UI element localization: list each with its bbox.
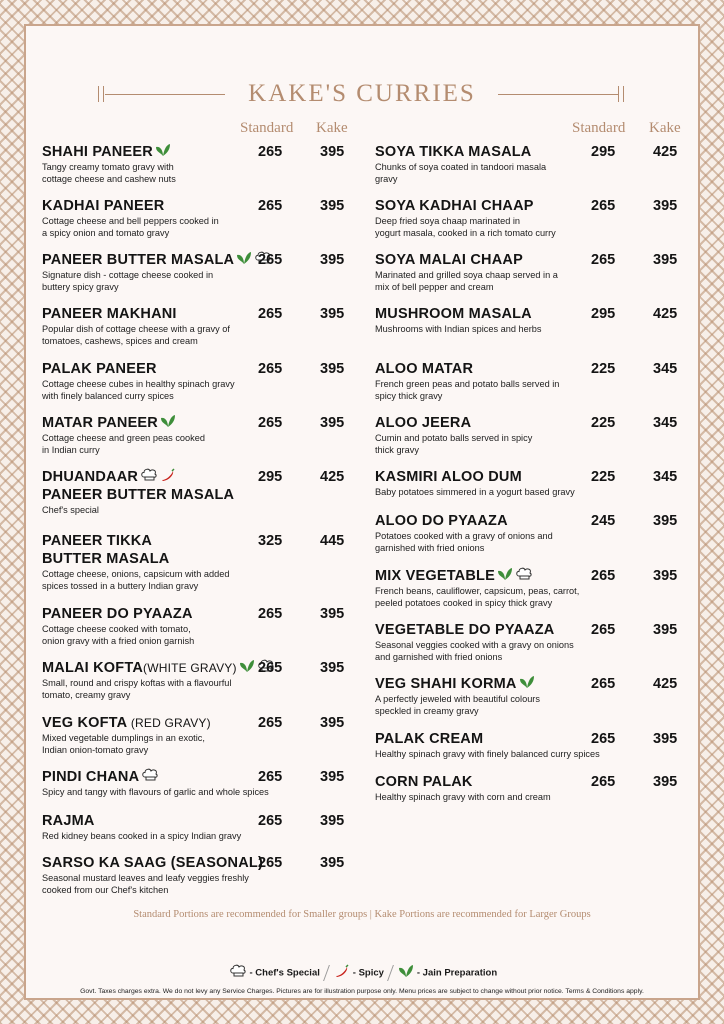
item-description bbox=[375, 433, 711, 456]
legend-jain bbox=[396, 966, 497, 980]
item-description-line: Small, round and crispy koftas with a flavourful bbox=[42, 678, 232, 688]
price-standard: 295 bbox=[591, 306, 616, 322]
item-description-line: Deep fried soya chaap marinated in bbox=[375, 216, 521, 226]
item-name-text: PALAK PANEER bbox=[42, 361, 157, 377]
item-description bbox=[375, 324, 711, 336]
price-standard: 225 bbox=[591, 361, 616, 377]
item-name-text: MALAI KOFTA bbox=[42, 660, 143, 676]
item-description-line: a spicy onion and tomato gravy bbox=[42, 227, 170, 238]
price-kake: 395 bbox=[653, 774, 678, 790]
item-description bbox=[42, 324, 378, 347]
price-kake: 345 bbox=[653, 469, 678, 485]
leaf-icon bbox=[160, 414, 176, 428]
item-name-text: MUSHROOM MASALA bbox=[375, 306, 532, 322]
item-description bbox=[42, 678, 378, 701]
item-name-text: VEG KOFTA bbox=[42, 715, 128, 731]
item-description bbox=[42, 505, 378, 517]
item-name-text: ALOO MATAR bbox=[375, 361, 474, 377]
title-banner bbox=[0, 80, 724, 108]
item-description-line: Mushrooms with Indian spices and herbs bbox=[375, 324, 542, 334]
price-kake: 395 bbox=[320, 252, 345, 268]
item-name-text: PANEER DO PYAAZA bbox=[42, 606, 193, 622]
price-standard: 265 bbox=[591, 198, 616, 214]
item-description-line: Signature dish - cottage cheese cooked in bbox=[42, 270, 214, 280]
item-description-line: onion gravy with a fried onion garnish bbox=[42, 635, 195, 646]
item-description-line: Seasonal veggies cooked with a gravy on onions bbox=[375, 640, 574, 650]
column-header-standard-left: Standard bbox=[240, 120, 294, 136]
price-standard: 265 bbox=[258, 198, 283, 214]
portion-footnote: Standard Portions are recommended for Smaller groups | Kake Portions are recommended for Larger Groups bbox=[133, 909, 591, 920]
item-description bbox=[375, 487, 711, 499]
item-name-text: MATAR PANEER bbox=[42, 415, 158, 431]
price-standard: 265 bbox=[591, 676, 616, 692]
item-description-line: speckled in creamy gravy bbox=[375, 705, 479, 716]
item-name-text: VEG SHAHI KORMA bbox=[375, 676, 517, 692]
item-description-line: gravy bbox=[375, 173, 398, 184]
item-description-line: Baby potatoes simmered in a yogurt based gravy bbox=[375, 487, 575, 497]
legend bbox=[0, 965, 724, 981]
item-name-text: SOYA TIKKA MASALA bbox=[375, 144, 532, 160]
item-description-line: Popular dish of cottage cheese with a gravy of bbox=[42, 324, 230, 334]
leaf-icon bbox=[155, 143, 171, 157]
item-description bbox=[375, 216, 711, 239]
leaf-icon bbox=[236, 251, 252, 265]
price-kake: 395 bbox=[653, 731, 678, 747]
item-description-line: cottage cheese and cashew nuts bbox=[42, 173, 176, 184]
item-name-text: KADHAI PANEER bbox=[42, 198, 165, 214]
legend-chef bbox=[227, 966, 320, 980]
price-kake: 395 bbox=[653, 198, 678, 214]
item-description bbox=[42, 831, 378, 843]
legend-chef-label: - Chef's Special bbox=[249, 967, 320, 979]
item-name-text: DHUANDAAR bbox=[42, 469, 139, 485]
item-description bbox=[42, 162, 378, 185]
price-kake: 395 bbox=[320, 769, 345, 785]
price-standard: 295 bbox=[258, 469, 283, 485]
price-standard: 265 bbox=[258, 769, 283, 785]
price-kake: 395 bbox=[320, 361, 345, 377]
price-kake: 425 bbox=[653, 676, 678, 692]
item-description bbox=[42, 433, 378, 456]
item-name-line2: BUTTER MASALA bbox=[42, 551, 170, 567]
item-name-text: VEGETABLE DO PYAAZA bbox=[375, 622, 555, 638]
item-name-text: ALOO DO PYAAZA bbox=[375, 513, 508, 529]
legend-jain-label: - Jain Preparation bbox=[416, 967, 498, 979]
price-standard: 265 bbox=[258, 715, 283, 731]
item-description-line: Cottage cheese and green peas cooked bbox=[42, 433, 205, 443]
chili-icon bbox=[160, 468, 176, 482]
title-rule-right bbox=[498, 94, 618, 95]
item-name-suffix: (WHITE GRAVY) bbox=[143, 661, 237, 675]
price-kake: 395 bbox=[320, 415, 345, 431]
item-description-line: A perfectly jeweled with beautiful colours bbox=[375, 694, 540, 704]
item-name-text: PANEER TIKKA bbox=[42, 533, 153, 549]
item-description bbox=[375, 792, 711, 804]
item-description-line: Cottage cheese and bell peppers cooked in bbox=[42, 216, 219, 226]
item-description bbox=[375, 270, 711, 293]
item-name-text: PINDI CHANA bbox=[42, 769, 140, 785]
item-description-line: Healthy spinach gravy with corn and cream bbox=[375, 792, 551, 802]
item-name-text: SOYA MALAI CHAAP bbox=[375, 252, 523, 268]
price-kake: 395 bbox=[320, 813, 345, 829]
price-kake: 445 bbox=[320, 533, 345, 549]
item-description-line: Red kidney beans cooked in a spicy Indian gravy bbox=[42, 831, 242, 841]
price-kake: 395 bbox=[653, 568, 678, 584]
price-standard: 225 bbox=[591, 469, 616, 485]
leaf-icon bbox=[519, 675, 535, 689]
item-description-line: in Indian curry bbox=[42, 444, 100, 455]
leaf-icon bbox=[239, 659, 255, 673]
item-description-line: Spicy and tangy with flavours of garlic and whole spices bbox=[42, 787, 269, 797]
price-standard: 265 bbox=[258, 813, 283, 829]
item-description-line: yogurt masala, cooked in a rich tomato curry bbox=[375, 227, 556, 238]
column-header-kake-right: Kake bbox=[649, 120, 681, 136]
item-description-line: spicy thick gravy bbox=[375, 390, 443, 401]
price-standard: 265 bbox=[258, 361, 283, 377]
item-description bbox=[375, 749, 711, 761]
item-description-line: French beans, cauliflower, capsicum, peas, carrot, bbox=[375, 586, 580, 596]
item-description-line: Cottage cheese cooked with tomato, bbox=[42, 624, 191, 634]
item-description-line: Tangy creamy tomato gravy with bbox=[42, 162, 174, 172]
item-name-text: PALAK CREAM bbox=[375, 731, 484, 747]
item-description bbox=[375, 531, 711, 554]
price-standard: 245 bbox=[591, 513, 616, 529]
item-description bbox=[42, 270, 378, 293]
item-name-text: ALOO JEERA bbox=[375, 415, 472, 431]
item-description-line: Cottage cheese cubes in healthy spinach gravy bbox=[42, 379, 235, 389]
item-description-line: buttery spicy gravy bbox=[42, 281, 119, 292]
leaf-icon bbox=[398, 964, 414, 978]
item-description-line: spices tossed in a buttery Indian gravy bbox=[42, 580, 199, 591]
disclaimer: Govt. Taxes charges extra. We do not levy any Service Charges. Pictures are for illustration purpose only. Menu prices are subject to change without prior notice. Terms & Conditions apply. bbox=[80, 988, 644, 995]
item-name-text: MIX VEGETABLE bbox=[375, 568, 495, 584]
legend-separator bbox=[323, 965, 330, 981]
item-description bbox=[42, 873, 378, 896]
price-kake: 395 bbox=[653, 622, 678, 638]
item-description-line: Indian onion-tomato gravy bbox=[42, 744, 149, 755]
price-kake: 345 bbox=[653, 415, 678, 431]
item-description bbox=[375, 694, 711, 717]
price-kake: 395 bbox=[320, 715, 345, 731]
item-description-line: tomatoes, cashews, spices and cream bbox=[42, 335, 198, 346]
item-description-line: Potatoes cooked with a gravy of onions and bbox=[375, 531, 553, 541]
item-name-text: PANEER BUTTER MASALA bbox=[42, 252, 235, 268]
item-description-line: Seasonal mustard leaves and leafy veggies freshly bbox=[42, 873, 249, 883]
item-name-text: SOYA KADHAI CHAAP bbox=[375, 198, 534, 214]
item-description bbox=[42, 216, 378, 239]
price-kake: 395 bbox=[320, 855, 345, 871]
item-description-line: Chef's special bbox=[42, 505, 99, 515]
item-description bbox=[375, 586, 711, 609]
item-description bbox=[42, 569, 378, 592]
item-description-line: tomato, creamy gravy bbox=[42, 689, 131, 700]
price-standard: 265 bbox=[258, 252, 283, 268]
legend-separator bbox=[387, 965, 394, 981]
price-standard: 265 bbox=[258, 306, 283, 322]
price-standard: 265 bbox=[591, 774, 616, 790]
item-description bbox=[375, 162, 711, 185]
item-name-text: CORN PALAK bbox=[375, 774, 473, 790]
chef-hat-icon bbox=[229, 964, 247, 978]
item-description bbox=[42, 379, 378, 402]
chili-icon bbox=[334, 964, 350, 978]
price-standard: 265 bbox=[258, 606, 283, 622]
item-description-line: Cumin and potato balls served in spicy bbox=[375, 433, 533, 443]
price-kake: 395 bbox=[320, 606, 345, 622]
price-kake: 345 bbox=[653, 361, 678, 377]
title-ornament-right bbox=[618, 86, 624, 102]
item-description-line: Marinated and grilled soya chaap served in a bbox=[375, 270, 558, 280]
item-name-text: SARSO KA SAAG (SEASONAL) bbox=[42, 855, 263, 871]
price-standard: 265 bbox=[591, 622, 616, 638]
item-description bbox=[42, 624, 378, 647]
item-name-text: KASMIRI ALOO DUM bbox=[375, 469, 522, 485]
item-name-text: RAJMA bbox=[42, 813, 95, 829]
item-description-line: garnished with fried onions bbox=[375, 542, 485, 553]
price-kake: 395 bbox=[320, 660, 345, 676]
page-title: KAKE'S CURRIES bbox=[248, 80, 476, 107]
price-kake: 395 bbox=[320, 306, 345, 322]
price-standard: 225 bbox=[591, 415, 616, 431]
price-standard: 265 bbox=[591, 731, 616, 747]
price-kake: 395 bbox=[320, 198, 345, 214]
item-description-line: Chunks of soya coated in tandoori masala bbox=[375, 162, 547, 172]
item-description bbox=[375, 640, 711, 663]
legend-spicy-label: - Spicy bbox=[352, 967, 384, 979]
item-name-line2: PANEER BUTTER MASALA bbox=[42, 487, 235, 503]
price-standard: 265 bbox=[258, 415, 283, 431]
price-standard: 265 bbox=[258, 660, 283, 676]
column-header-kake-left: Kake bbox=[316, 120, 348, 136]
item-name-suffix: (RED GRAVY) bbox=[127, 716, 211, 730]
price-kake: 425 bbox=[653, 144, 678, 160]
price-standard: 325 bbox=[258, 533, 283, 549]
item-description bbox=[42, 733, 378, 756]
price-standard: 265 bbox=[258, 144, 283, 160]
price-kake: 425 bbox=[320, 469, 345, 485]
item-description-line: French green peas and potato balls served in bbox=[375, 379, 560, 389]
column-header-standard-right: Standard bbox=[572, 120, 626, 136]
price-kake: 425 bbox=[653, 306, 678, 322]
item-description-line: Healthy spinach gravy with finely balanced curry spices bbox=[375, 749, 600, 759]
price-standard: 295 bbox=[591, 144, 616, 160]
price-kake: 395 bbox=[653, 252, 678, 268]
price-kake: 395 bbox=[320, 144, 345, 160]
item-description-line: and garnished with fried onions bbox=[375, 651, 503, 662]
item-description bbox=[42, 787, 378, 799]
chef-hat-icon bbox=[141, 768, 159, 782]
item-name-text: PANEER MAKHANI bbox=[42, 306, 177, 322]
item-description-line: peeled potatoes cooked in spicy thick gravy bbox=[375, 597, 553, 608]
chef-hat-icon bbox=[515, 567, 533, 581]
item-name-text: SHAHI PANEER bbox=[42, 144, 153, 160]
price-standard: 265 bbox=[258, 855, 283, 871]
price-kake: 395 bbox=[653, 513, 678, 529]
legend-spicy bbox=[332, 966, 384, 980]
item-description bbox=[375, 379, 711, 402]
item-description-line: Cottage cheese, onions, capsicum with added bbox=[42, 569, 230, 579]
price-standard: 265 bbox=[591, 568, 616, 584]
price-standard: 265 bbox=[591, 252, 616, 268]
item-description-line: mix of bell pepper and cream bbox=[375, 281, 494, 292]
item-description-line: cooked from our Chef's kitchen bbox=[42, 884, 169, 895]
leaf-icon bbox=[497, 567, 513, 581]
item-description-line: Mixed vegetable dumplings in an exotic, bbox=[42, 733, 205, 743]
chef-hat-icon bbox=[140, 468, 158, 482]
item-description-line: with finely balanced curry spices bbox=[42, 390, 174, 401]
item-description-line: thick gravy bbox=[375, 444, 419, 455]
